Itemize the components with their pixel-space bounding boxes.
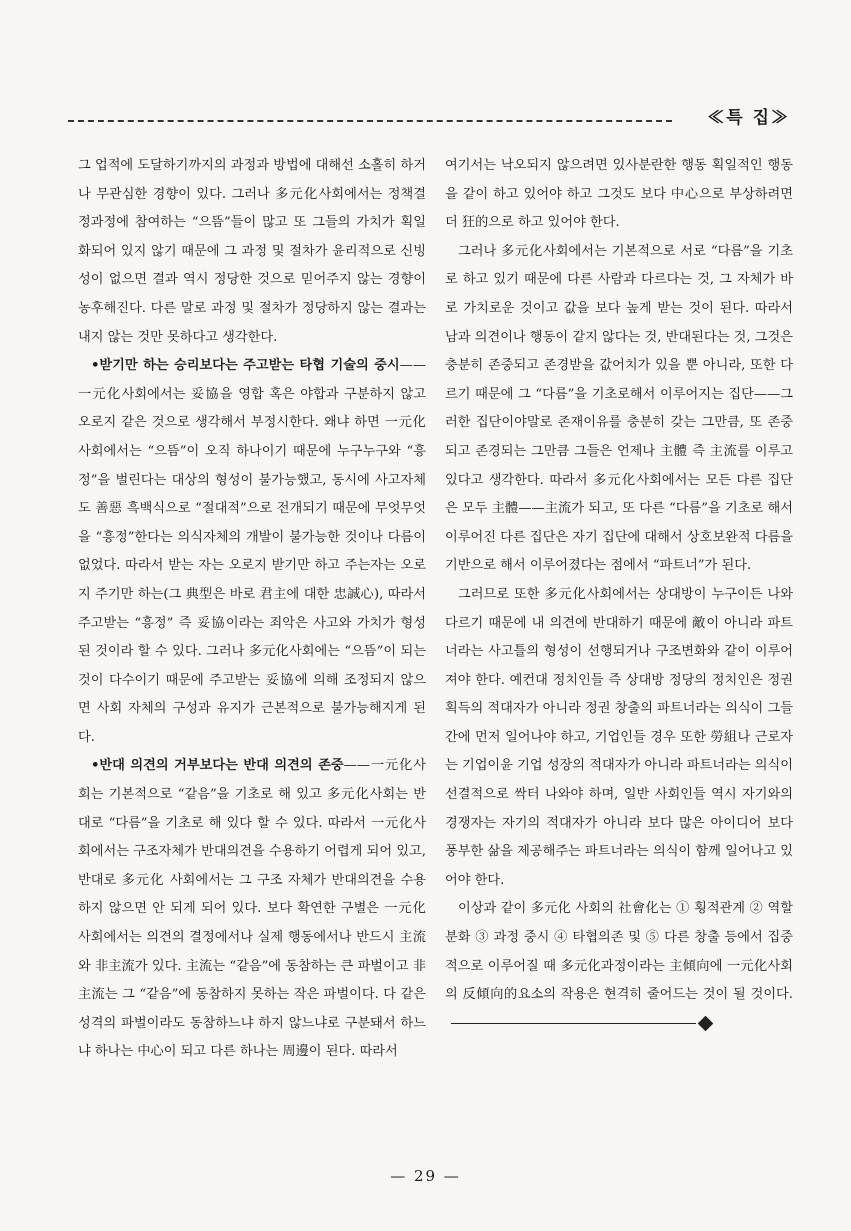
right-paragraph-4-wrap: [445, 895, 793, 1038]
left-paragraph-3: ——一元化사회는 기본적으로 “같음”을 기초로 해 있고 多元化사회는 반대로 “다름”을 기초로 해 있다 할 수 있다. 따라서 一元化사회에서는 구조자체가 반대의견을 수용하기 어렵게 되어 있고, 반대로 多元化 사회에서는 그 구조 자체가 반대의견을 수용하지 않으면 안 되게 되어 있다. 보다 확연한 구별은 一元化사회에서는 의견의 결정에서나 실제 행동에서나 반드시 主流와 非主流가 있다. 主流는 “같음”에 동참하는 큰 파벌이고 非主流는 그 “같음”에 동참하지 못하는 작은 파벌이다. 다 같은 성격의 파벌이라도 동참하느냐 하지 않느냐로 구분돼서 하느냐 하나는 中心이 되고 다른 하나는 周邊이 된다. 따라서: [78, 758, 426, 1060]
left-paragraph-1: 그 업적에 도달하기까지의 과정과 방법에 대해선 소홀히 하거나 무관심한 경향이 있다. 그러나 多元化사회에서는 정책결정과정에 참여하는 “으뜸”들이 많고 또 그들의 가치가 획일화되어 있지 않기 때문에 그 과정 및 절차가 윤리적으로 신빙성이 없으면 결과 역시 정당한 것으로 믿어주지 않는 경향이 농후해진다. 다른 말로 과정 및 절차가 정당하지 않는 결과는 내지 않는 것만 못하다고 생각한다.: [78, 158, 426, 345]
header-dashed-rule: [68, 120, 672, 122]
end-diamond-icon: [698, 1016, 714, 1032]
section-heading-dissent: •반대 의견의 거부보다는 반대 의견의 존중: [91, 758, 344, 774]
right-column: [445, 152, 793, 1038]
left-column: [78, 152, 426, 1067]
right-paragraph-3: 그러므로 또한 多元化사회에서는 상대방이 누구이든 나와 다르기 때문에 내 의견에 반대하기 때문에 敵이 아니라 파트너라는 사고틀의 형성이 선행되거나 구조변화와 같이 이루어져야 한다. 예컨대 정치인들 즉 상대방 정당의 정치인은 정권획득의 적대자가 아니라 정권 창출의 파트너라는 의식이 그들간에 먼저 일어나야 하고, 기업인들 경우 또한 勞組나 근로자는 기업이윤 기업 성장의 적대자가 아니라 파트너라는 의식이 선결적으로 싹터 나와야 하며, 일반 사회인들 역시 자기와의 경쟁자는 자기의 적대자가 아니라 보다 많은 아이디어 보다 풍부한 삶을 제공해주는 파트너라는 의식이 함께 일어나고 있어야 한다.: [445, 586, 793, 888]
left-section-3: [78, 752, 426, 1067]
section-heading-compromise: •받기만 하는 승리보다는 주고받는 타협 기술의 중시: [91, 358, 400, 374]
right-paragraph-1: 여기서는 낙오되지 않으려면 있사분란한 행동 획일적인 행동을 같이 하고 있어야 하고 그것도 보다 中心으로 부상하려면 더 狂的으로 하고 있어야 한다.: [445, 158, 793, 231]
left-paragraph-2: ——一元化사회에서는 妥協을 영합 혹은 야합과 구분하지 않고 오로지 같은 것으로 생각해서 부정시한다. 왜냐 하면 一元化사회에서는 “으뜸”이 오직 하나이기 때문에 누구누구와 “흥정”을 벌린다는 대상의 형성이 불가능했고, 동시에 사고자체도 善惡 흑백식으로 “절대적”으로 전개되기 때문에 무엇무엇을 “흥정”한다는 의식자체의 개발이 불가능한 것이나 다름이 없었다. 따라서 받는 자는 오로지 받기만 하고 주는자는 오로지 주기만 하는(그 典型은 바로 君主에 대한 忠誠心), 따라서 주고받는 “흥정” 즉 妥協이라는 죄악은 사고와 가치가 형성된 것이라 할 수 있다. 그러나 多元化사회에는 “으뜸”이 되는 것이 다수이기 때문에 주고받는 妥協에 의해 조정되지 않으면 사회 자체의 구성과 유지가 근본적으로 불가능해지게 된다.: [78, 358, 426, 745]
right-paragraph-4: 이상과 같이 多元化 사회의 社會化는 ① 횡적관계 ② 역할 분화 ③ 과정 중시 ④ 타협의존 및 ⑤ 다른 창출 등에서 집중적으로 이루어질 때 多元化과정이라는 主傾向에 一元化사회의 反傾向的요소의 작용은 현격히 줄어드는 것이 될 것이다.: [445, 901, 793, 1003]
left-section-2: [78, 352, 426, 752]
header-title: ≪특 집≫: [701, 103, 790, 128]
right-paragraph-2: 그러나 多元化사회에서는 기본적으로 서로 “다름”을 기초로 하고 있기 때문에 다른 사람과 다르다는 것, 그 자체가 바로 가치로운 것이고 값을 보다 높게 받는 것이 된다. 따라서 남과 의견이나 행동이 같지 않다는 것, 반대된다는 것, 그것은 충분히 존중되고 존경받을 값어치가 있을 뿐 아니라, 또한 다르기 때문에 그 “다름”을 기초로해서 이루어지는 집단——그러한 집단이야말로 존재이유를 충분히 갖는 그만큼, 또 존중되고 존경되는 그만큼 그들은 언제나 主體 즉 主流를 이루고 있다고 생각한다. 따라서 多元化사회에서는 모든 다른 집단은 모두 主體——主流가 되고, 또 다른 “다름”을 기초로 해서 이루어진 다른 집단은 자기 집단에 대해서 상호보완적 다름을 기반으로 해서 이루어졌다는 점에서 “파트너”가 된다.: [445, 243, 793, 574]
section-header: [68, 103, 790, 131]
page-number: — 29 —: [390, 1167, 461, 1185]
end-rule: [451, 1023, 696, 1024]
